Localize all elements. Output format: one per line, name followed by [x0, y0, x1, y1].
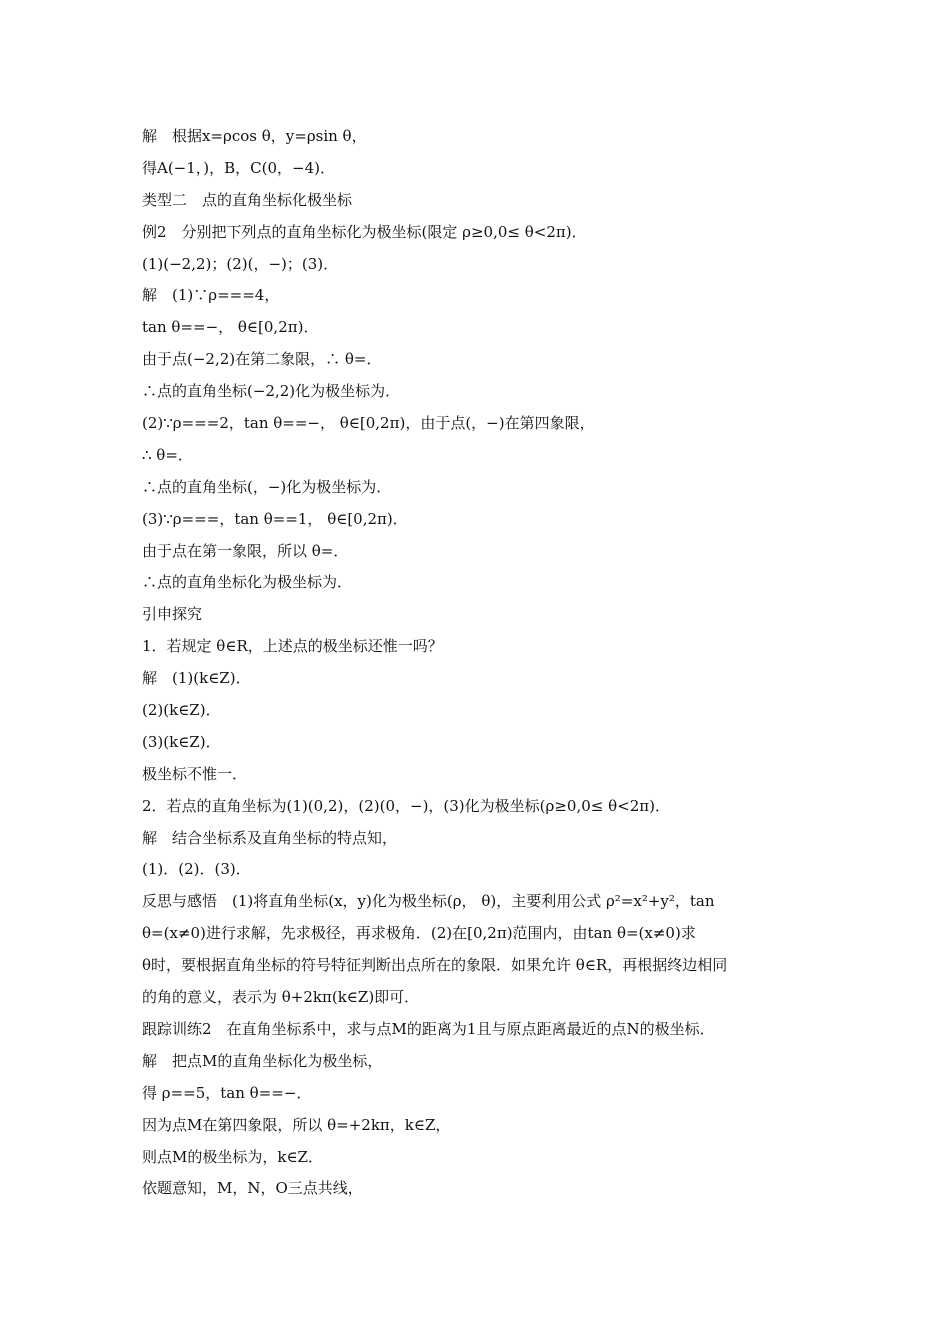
- text-line: (3)(k∈Z)．: [142, 732, 221, 751]
- text-line: 解 (1)∵ρ===4，: [142, 286, 280, 305]
- text-line: 由于点在第一象限，所以 θ=．: [142, 541, 349, 560]
- text-line: 由于点(−2,2)在第二象限，∴ θ=．: [142, 350, 382, 369]
- text-line: 解 把点M的直角坐标化为极坐标，: [142, 1051, 383, 1070]
- text-line: ∴点的直角坐标化为极坐标为．: [142, 573, 353, 592]
- text-line: 得 ρ==5，tan θ==−．: [142, 1083, 312, 1102]
- section-heading: 类型二 点的直角坐标化极坐标: [142, 190, 353, 209]
- text-line: 解 根据x=ρcos θ，y=ρsin θ，: [142, 127, 367, 145]
- text-line: (2)∵ρ===2，tan θ==−， θ∈[0,2π)，由于点(，−)在第四象限，: [142, 414, 595, 433]
- question-1: 1．若规定 θ∈R，上述点的极坐标还惟一吗？: [142, 637, 443, 656]
- reflection-paragraph: 的角的意义，表示为 θ+2kπ(k∈Z)即可．: [142, 988, 420, 1007]
- text-line: (1)．(2)．(3)．: [142, 860, 251, 879]
- text-line: 依题意知，M，N，O三点共线，: [142, 1179, 363, 1198]
- text-line: ∴点的直角坐标(，−)化为极坐标为．: [142, 477, 392, 496]
- text-line: ∴点的直角坐标(−2,2)化为极坐标为．: [142, 382, 401, 401]
- question-2: 2．若点的直角坐标为(1)(0,2)，(2)(0，−)，(3)化为极坐标(ρ≥0,0≤ θ<2π)．: [142, 796, 670, 815]
- exercise-title: 跟踪训练2 在直角坐标系中，求与点M的距离为1且与原点距离最近的点N的极坐标．: [142, 1019, 715, 1038]
- reflection-paragraph: θ=(x≠0)进行求解，先求极径，再求极角．(2)在[0,2π)范围内，由tan θ=(x≠0)求: [142, 924, 696, 943]
- example-title: 例2 分别把下列点的直角坐标化为极坐标(限定 ρ≥0,0≤ θ<2π)．: [142, 222, 587, 241]
- reflection-paragraph: 反思与感悟 (1)将直角坐标(x，y)化为极坐标(ρ， θ)，主要利用公式 ρ²=x²+y²，tan: [142, 892, 715, 911]
- text-line: 则点M的极坐标为，k∈Z．: [142, 1147, 323, 1166]
- document-body: [142, 121, 822, 1205]
- section-heading: 引申探究: [142, 605, 203, 624]
- text-line: 解 结合坐标系及直角坐标的特点知，: [142, 828, 398, 847]
- text-line: ∴ θ=．: [142, 445, 193, 464]
- text-line: 极坐标不惟一．: [142, 764, 248, 783]
- text-line: (2)(k∈Z)．: [142, 701, 221, 720]
- text-line: tan θ==−， θ∈[0,2π)．: [142, 318, 319, 337]
- text-line: 因为点M在第四象限，所以 θ=+2kπ，k∈Z，: [142, 1115, 451, 1134]
- text-line: (3)∵ρ===，tan θ==1， θ∈[0,2π)．: [142, 509, 408, 528]
- reflection-paragraph: θ时，要根据直角坐标的符号特征判断出点所在的象限．如果允许 θ∈R，再根据终边相同: [142, 956, 728, 975]
- text-line: (1)(−2,2)；(2)(，−)；(3)．: [142, 254, 339, 273]
- text-line: 解 (1)(k∈Z)．: [142, 669, 251, 688]
- text-line: 得A(−1，)，B，C(0，−4)．: [142, 158, 336, 177]
